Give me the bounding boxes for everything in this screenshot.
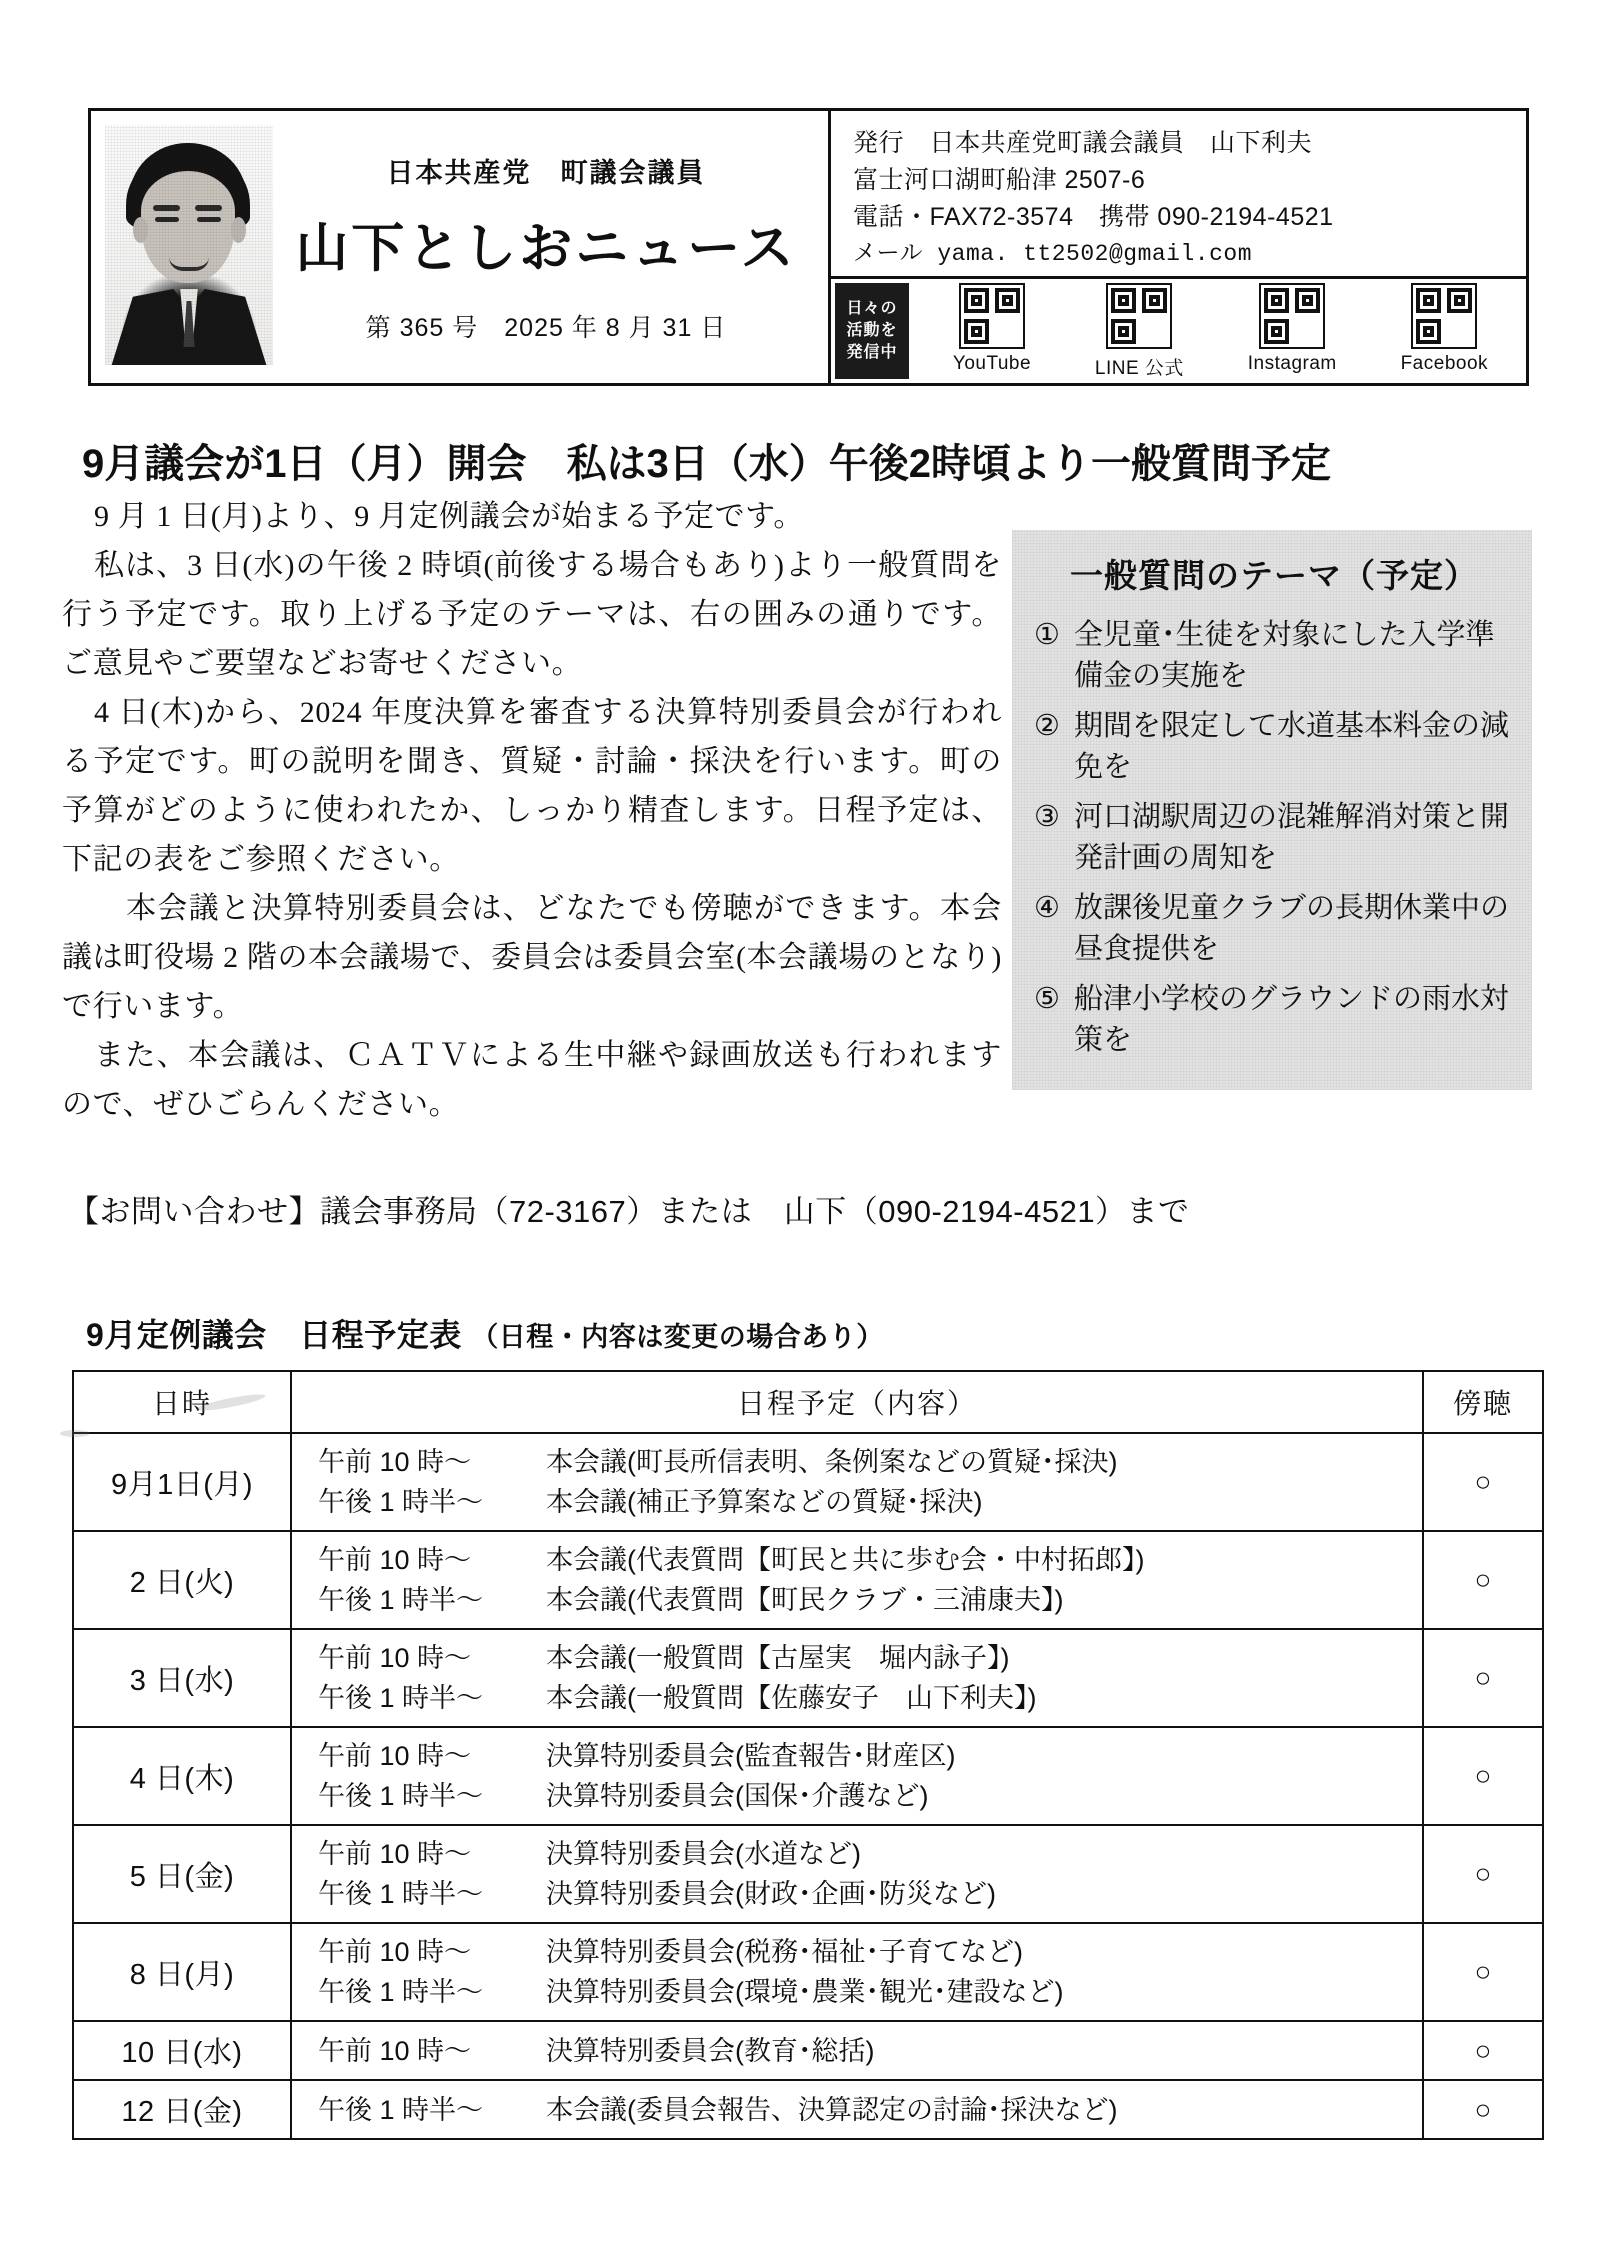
schedule-time: 午前 10 時～ xyxy=(318,2035,472,2066)
schedule-time: 午後 1 時半～ xyxy=(318,1585,484,1615)
schedule-time: 午前 10 時～ xyxy=(318,1839,472,1869)
schedule-time: 午後 1 時半～ xyxy=(318,1683,484,1713)
social-label-youtube: YouTube xyxy=(952,353,1032,374)
body-paragraph-4: 本会議と決算特別委員会は、どなたでも傍聴ができます。本会議は町役場 2 階の本会議場で、委員会は委員会室(本会議場のとなり)で行います。 xyxy=(62,892,1002,1023)
schedule-text: 本会議(委員会報告、決算認定の討論･採決など) xyxy=(546,2094,1118,2125)
masthead-titles xyxy=(276,111,828,383)
masthead-left xyxy=(91,111,831,383)
schedule-line xyxy=(318,1678,1422,1718)
social-item-facebook[interactable] xyxy=(1401,283,1488,375)
schedule-text: 本会議(町長所信表明、条例案などの質疑･採決) xyxy=(546,1447,1118,1477)
schedule-text: 本会議(代表質問【町民と共に歩む会・中村拓郎】) xyxy=(546,1545,1145,1575)
social-label-line: LINE 公式 xyxy=(1094,358,1184,379)
list-item xyxy=(1034,615,1514,697)
schedule-text: 決算特別委員会(環境･農業･観光･建設など) xyxy=(546,1977,1064,2007)
schedule-text: 決算特別委員会(教育･総括) xyxy=(546,2035,875,2066)
schedule-text: 本会議(代表質問【町民クラブ・三浦康夫】) xyxy=(546,1585,1064,1615)
inquiry-line: 【お問い合わせ】議会事務局（72-3167）または 山下（090-2194-4521）まで xyxy=(68,1194,1190,1229)
masthead-right xyxy=(831,111,1526,383)
schedule-title-note: （日程・内容は変更の場合あり） xyxy=(471,1322,884,1352)
qr-code-icon[interactable] xyxy=(1259,283,1325,349)
row-date: 4 日(木) xyxy=(73,1727,291,1825)
article-headline: 9月議会が1日（月）開会 私は3日（水）午後2時頃より一般質問予定 xyxy=(82,442,1331,486)
row-open-mark: ○ xyxy=(1423,1629,1543,1727)
column-header-date: 日時 xyxy=(73,1371,291,1433)
publisher-line-3: 電話・FAX72-3574 携帯 090-2194-4521 xyxy=(853,203,1334,231)
schedule-text: 決算特別委員会(水道など) xyxy=(546,1839,861,1869)
schedule-line xyxy=(318,1638,1422,1678)
table-row xyxy=(73,2080,1543,2139)
column-header-content: 日程予定（内容） xyxy=(291,1371,1423,1433)
schedule-line xyxy=(318,1874,1422,1914)
row-open-mark: ○ xyxy=(1423,1433,1543,1531)
row-date: 5 日(金) xyxy=(73,1825,291,1923)
schedule-text: 本会議(一般質問【古屋実 堀内詠子】) xyxy=(546,1643,1010,1673)
schedule-text: 決算特別委員会(国保･介護など) xyxy=(546,1781,929,1811)
column-header-open: 傍聴 xyxy=(1423,1371,1543,1433)
list-item xyxy=(1034,797,1514,879)
theme-text-4: 放課後児童クラブの長期休業中の昼食提供を xyxy=(1074,892,1510,965)
theme-text-2: 期間を限定して水道基本料金の減免を xyxy=(1074,710,1510,783)
publisher-line-1: 発行 日本共産党町議会議員 山下利夫 xyxy=(853,129,1313,157)
qr-code-icon[interactable] xyxy=(1411,283,1477,349)
schedule-time: 午後 1 時半～ xyxy=(318,1879,484,1909)
schedule-line xyxy=(318,1932,1422,1972)
table-header-row xyxy=(73,1371,1543,1433)
list-item xyxy=(1034,979,1514,1061)
row-content xyxy=(291,1629,1423,1727)
daily-activity-badge xyxy=(835,283,909,379)
schedule-time: 午後 1 時半～ xyxy=(318,1977,484,2007)
qr-code-icon[interactable] xyxy=(1106,283,1172,349)
schedule-title xyxy=(86,1310,884,1356)
daily-badge-line-1: 日々の xyxy=(846,300,898,317)
theme-text-5: 船津小学校のグラウンドの雨水対策を xyxy=(1074,983,1510,1056)
daily-badge-line-2: 活動を xyxy=(846,322,898,339)
schedule-text: 本会議(補正予算案などの質疑･採決) xyxy=(546,1487,983,1517)
row-open-mark: ○ xyxy=(1423,1923,1543,2021)
row-date: 3 日(水) xyxy=(73,1629,291,1727)
schedule-line xyxy=(318,1736,1422,1776)
schedule-time: 午後 1 時半～ xyxy=(318,2094,484,2125)
table-row xyxy=(73,1531,1543,1629)
table-row xyxy=(73,1825,1543,1923)
schedule-line xyxy=(318,1776,1422,1816)
row-open-mark: ○ xyxy=(1423,2080,1543,2139)
schedule-time: 午前 10 時～ xyxy=(318,1741,472,1771)
schedule-time: 午前 10 時～ xyxy=(318,1937,472,1967)
list-item xyxy=(1034,888,1514,970)
row-content xyxy=(291,1531,1423,1629)
row-content xyxy=(291,1727,1423,1825)
page-title: 山下としおニュース xyxy=(295,218,797,278)
schedule-line xyxy=(318,1442,1422,1482)
row-date: 10 日(水) xyxy=(73,2021,291,2080)
question-themes-title: 一般質問のテーマ（予定） xyxy=(1070,557,1478,594)
question-themes-list xyxy=(1034,615,1514,1061)
table-row xyxy=(73,1923,1543,2021)
social-label-facebook: Facebook xyxy=(1400,353,1489,374)
theme-number-1: ① xyxy=(1034,619,1060,651)
row-date: 8 日(月) xyxy=(73,1923,291,2021)
theme-text-1: 全児童･生徒を対象にした入学準備金の実施を xyxy=(1074,619,1495,692)
qr-code-icon[interactable] xyxy=(959,283,1025,349)
schedule-time: 午後 1 時半～ xyxy=(318,1781,484,1811)
table-row xyxy=(73,1433,1543,1531)
schedule-line xyxy=(318,2090,1422,2130)
schedule-line xyxy=(318,1580,1422,1620)
party-line: 日本共産党 町議会議員 xyxy=(386,157,706,188)
body-paragraph-3: 4 日(木)から、2024 年度決算を審査する決算特別委員会が行われる予定です。町の説明を聞き、質疑・討論・採決を行います。町の予算がどのように使われたか、しっかり精査します。日程予定は、下記の表をご参照ください。 xyxy=(62,696,1002,876)
table-row xyxy=(73,2021,1543,2080)
social-item-instagram[interactable] xyxy=(1248,283,1337,375)
row-open-mark: ○ xyxy=(1423,1727,1543,1825)
row-content xyxy=(291,1923,1423,2021)
theme-number-5: ⑤ xyxy=(1034,983,1060,1015)
publisher-line-4: メール yama. tt2502@gmail.com xyxy=(853,241,1252,267)
schedule-table xyxy=(72,1370,1544,2140)
theme-number-3: ③ xyxy=(1034,801,1060,833)
social-item-youtube[interactable] xyxy=(953,283,1031,375)
row-content xyxy=(291,1433,1423,1531)
row-date: 9月1日(月) xyxy=(73,1433,291,1531)
row-open-mark: ○ xyxy=(1423,1825,1543,1923)
social-label-instagram: Instagram xyxy=(1247,353,1337,374)
row-content xyxy=(291,1825,1423,1923)
table-row xyxy=(73,1629,1543,1727)
social-links-bar xyxy=(831,279,1526,383)
schedule-text: 本会議(一般質問【佐藤安子 山下利夫】) xyxy=(546,1683,1037,1713)
row-content xyxy=(291,2080,1423,2139)
schedule-time: 午前 10 時～ xyxy=(318,1545,472,1575)
schedule-text: 決算特別委員会(税務･福祉･子育てなど) xyxy=(546,1937,1023,1967)
row-date: 2 日(火) xyxy=(73,1531,291,1629)
row-content xyxy=(291,2021,1423,2080)
article-body xyxy=(62,492,1002,1129)
body-paragraph-5: また、本会議は、ＣＡＴＶによる生中継や録画放送も行われますので、ぜひごらんください。 xyxy=(62,1039,1002,1121)
row-open-mark: ○ xyxy=(1423,1531,1543,1629)
schedule-time: 午後 1 時半～ xyxy=(318,1487,484,1517)
schedule-title-main: 9月定例議会 日程予定表 xyxy=(86,1317,462,1353)
avatar xyxy=(105,125,273,365)
schedule-text: 決算特別委員会(財政･企画･防災など) xyxy=(546,1879,996,1909)
body-paragraph-1: 9 月 1 日(月)より、9 月定例議会が始まる予定です。 xyxy=(94,500,804,533)
schedule-line xyxy=(318,1482,1422,1522)
publisher-info xyxy=(831,111,1526,279)
masthead xyxy=(88,108,1529,386)
question-themes-box xyxy=(1012,530,1532,1090)
row-open-mark: ○ xyxy=(1423,2021,1543,2080)
theme-number-2: ② xyxy=(1034,710,1060,742)
theme-number-4: ④ xyxy=(1034,892,1060,924)
portrait-container xyxy=(91,111,276,383)
row-date: 12 日(金) xyxy=(73,2080,291,2139)
body-paragraph-2: 私は、3 日(水)の午後 2 時頃(前後する場合もあり)より一般質問を行う予定です。取り上げる予定のテーマは、右の囲みの通りです。ご意見やご要望などお寄せください。 xyxy=(62,549,1002,680)
schedule-line xyxy=(318,1834,1422,1874)
schedule-line xyxy=(318,1540,1422,1580)
schedule-line xyxy=(318,1972,1422,2012)
schedule-text: 決算特別委員会(監査報告･財産区) xyxy=(546,1741,956,1771)
issue-line: 第 365 号 2025 年 8 月 31 日 xyxy=(365,313,727,342)
schedule-line xyxy=(318,2031,1422,2071)
schedule-time: 午前 10 時～ xyxy=(318,1643,472,1673)
daily-badge-line-3: 発信中 xyxy=(846,344,898,361)
publisher-line-2: 富士河口湖町船津 2507-6 xyxy=(853,166,1146,194)
theme-text-3: 河口湖駅周辺の混雑解消対策と開発計画の周知を xyxy=(1074,801,1510,874)
social-items xyxy=(915,279,1526,383)
table-row xyxy=(73,1727,1543,1825)
schedule-time: 午前 10 時～ xyxy=(318,1447,472,1477)
list-item xyxy=(1034,706,1514,788)
social-item-line[interactable] xyxy=(1095,283,1184,380)
